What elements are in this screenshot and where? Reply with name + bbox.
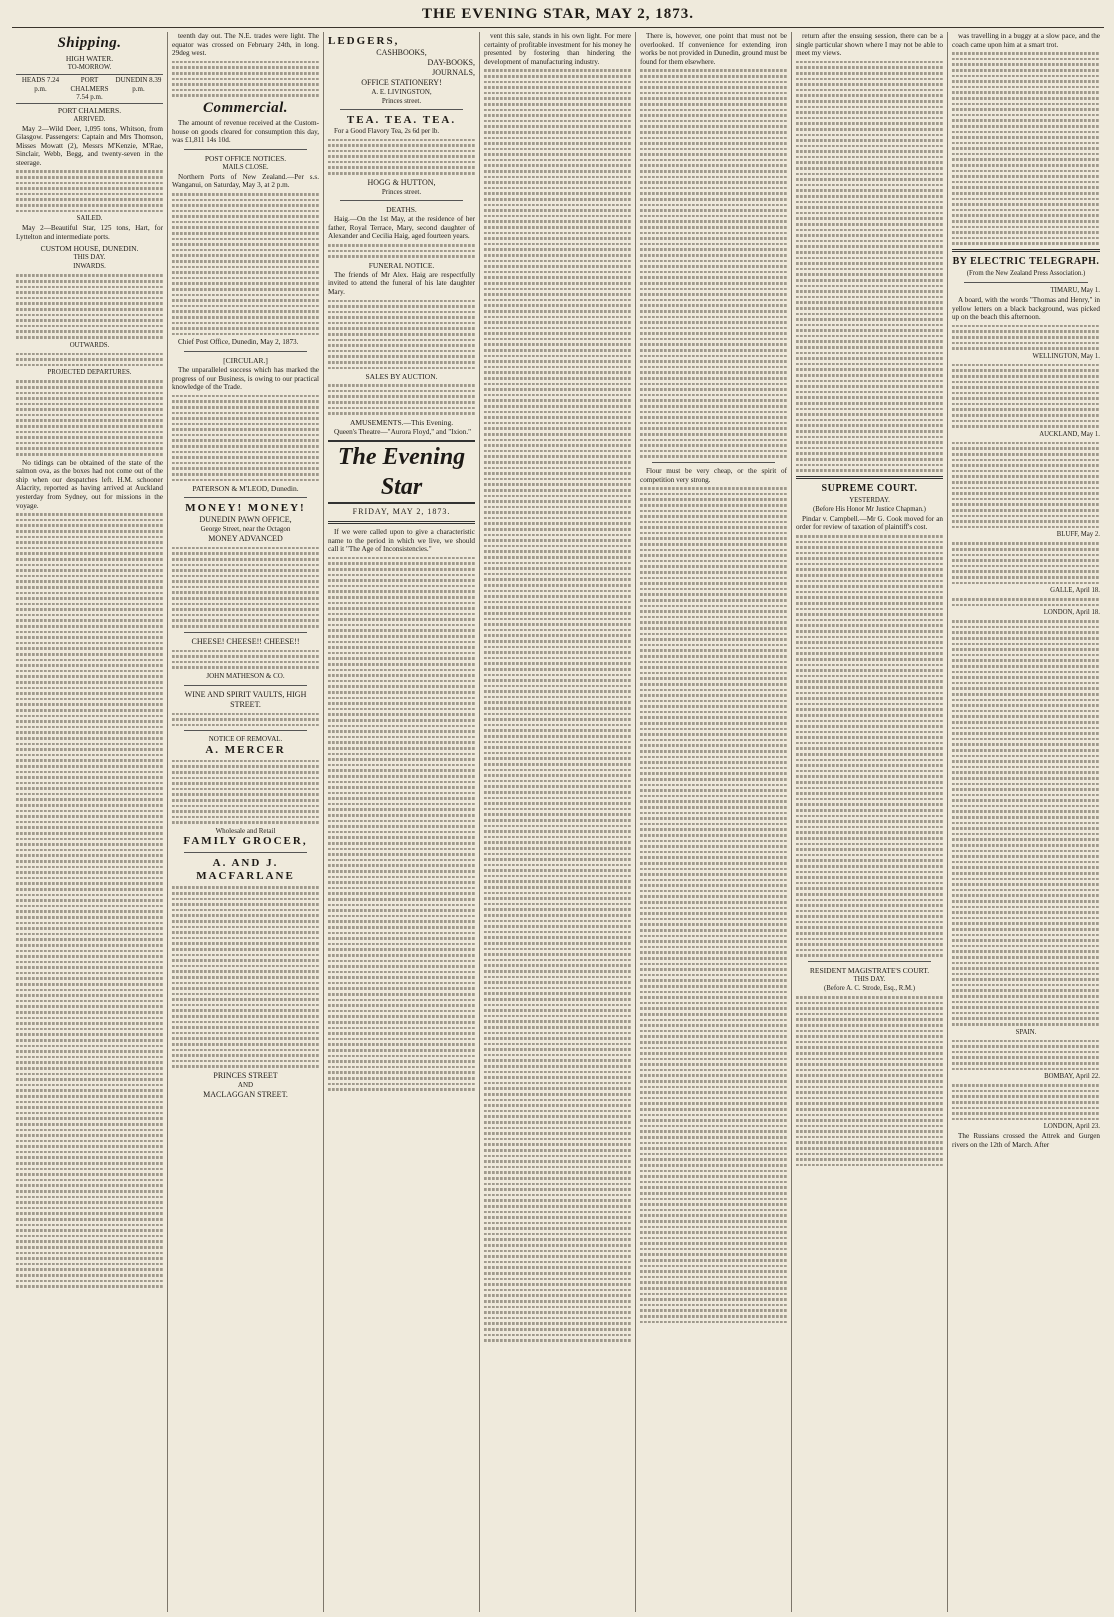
pawn-office-ad (172, 502, 319, 544)
commercial-text: The amount of revenue received at the Custom-house on goods cleared for consumption this day, was £1,811 14s 10d. (172, 118, 319, 145)
text-block (640, 487, 787, 1323)
text-block (16, 170, 163, 212)
text-block (952, 1084, 1100, 1120)
mercer-subtitle: Wholesale and Retail (215, 826, 276, 835)
tomorrow-label: TO-MORROW. (67, 64, 112, 71)
article-continued: was travelling in a buggy at a slow pace, and the coach came upon him at a smart trot. (952, 32, 1100, 49)
dateline-bluff: BLUFF, May 2. (1056, 531, 1100, 539)
text-block (172, 886, 319, 1068)
column-courts (792, 32, 948, 1612)
tide-dunedin: DUNEDIN 8.39 p.m. (115, 76, 162, 93)
article-text: There is, however, one point that must not be overlooked. If convenience for extending iron works be not provided in Dunedin, ground must be found for them elsewhere. (640, 32, 787, 66)
tea-title: TEA. TEA. TEA. (346, 114, 457, 126)
text-block (952, 52, 1100, 245)
text-block (640, 69, 787, 458)
supreme-court-heading: SUPREME COURT. (821, 482, 918, 494)
dateline-timaru: TIMARU, May 1. (1050, 286, 1100, 294)
tide-chalmers: PORT CHALMERS 7.54 p.m. (70, 76, 109, 101)
text-block (952, 442, 1100, 529)
text-block (172, 713, 319, 727)
divider (652, 462, 775, 463)
text-block (796, 996, 943, 1166)
text-block (172, 760, 319, 824)
divider (184, 632, 307, 633)
dateline-wellington: WELLINGTON, May 1. (1032, 352, 1100, 360)
text-block (328, 557, 475, 1091)
shipping-continued: teenth day out. The N.E. trades were light. The equator was crossed on February 24th, in long. 29deg west. (172, 32, 319, 58)
text-block (16, 513, 163, 1288)
family-grocer: FAMILY GROCER, (183, 835, 308, 848)
text-block (952, 620, 1100, 1025)
cheese-ad (172, 637, 319, 681)
tea-ad (328, 114, 475, 196)
text-block (328, 300, 475, 370)
text-block (172, 61, 319, 97)
office-stationery: OFFICE STATIONERY! (361, 78, 442, 87)
funeral-heading: FUNERAL NOTICE. (368, 260, 435, 270)
text-block (328, 139, 475, 175)
column-leader (324, 32, 480, 1612)
timaru-text: A board, with the words "Thomas and Henry," in yellow letters on a black background, was picked up on the beach this afternoon. (952, 295, 1100, 322)
arrived-text: May 2—Wild Deer, 1,095 tons, Whitson, from Glasgow. Passengers: Captain and Mrs Thomson, Misses Mowatt (2), Messrs M'Kenzie, M'Rae, Sinclair, Webb, Begg, and twenty-seven in the steerage. (16, 124, 163, 167)
dateline-galle: GALLE, April 18. (1050, 587, 1100, 595)
resident-magistrate-heading: RESIDENT MAGISTRATE'S COURT. (809, 966, 930, 976)
funeral-text: The friends of Mr Alex. Haig are respectfully invited to attend the funeral of his late daughter Mary. (328, 270, 475, 296)
journals: JOURNALS, (432, 68, 475, 77)
dateline-london-2: LONDON, April 23. (1043, 1123, 1100, 1131)
text-block (172, 395, 319, 482)
column-commercial (168, 32, 324, 1612)
masthead: THE EVENING STAR, MAY 2, 1873. (12, 6, 1104, 28)
leader-continued-text: vent this sale, stands in his own light. For mere certainty of profitable investment for his money he presented by fostering than hindering the development of manufacturing industry. (484, 32, 631, 66)
divider (796, 476, 943, 479)
final-text: The Russians crossed the Attrek and Gurgen rivers on the 12th of March. After (952, 1132, 1100, 1149)
text-block (796, 61, 943, 472)
text-block (952, 1040, 1100, 1071)
deaths-heading: DEATHS. (386, 205, 417, 215)
flour-note: Flour must be very cheap, or the spirit of competition very strong. (640, 466, 787, 484)
divider (328, 521, 475, 524)
article-continued: return after the ensuing session, there can be a single particular shown where I may not be able to meet my views. (796, 32, 943, 58)
columns (12, 32, 1104, 1612)
divider (808, 961, 931, 962)
divider (184, 351, 307, 352)
livingston-name: A. E. LIVINGSTON, (371, 88, 432, 96)
dateline-auckland: AUCKLAND, May 1. (1039, 430, 1100, 438)
issue-date: FRIDAY, MAY 2, 1873. (352, 507, 451, 517)
supreme-court-text: Pindar v. Campbell.—Mr G. Cook moved for an order for review of taxation of plaintiff's cost. (796, 514, 943, 532)
text-block (172, 650, 319, 669)
post-office-heading: POST OFFICE NOTICES. (204, 153, 287, 163)
divider (184, 730, 307, 731)
amusements-text: Queen's Theatre—"Aurora Floyd," and "Ixion." (334, 427, 472, 436)
text-block (172, 193, 319, 335)
tide-heads: HEADS 7.24 p.m. (21, 76, 60, 93)
text-block (328, 384, 475, 415)
daybooks: DAY-BOOKS, (427, 58, 475, 67)
post-office-text: Northern Ports of New Zealand.—Per s.s. Wanganui, on Saturday, May 3, at 2 p.m. (172, 172, 319, 190)
removal-ad (172, 735, 319, 848)
projected-label: PROJECTED DEPARTURES. (47, 369, 132, 377)
macfarlane-name: A. AND J. MACFARLANE (196, 857, 295, 883)
stationery-ad (328, 35, 475, 105)
livingston-address: Princes street. (381, 96, 422, 105)
amusements-heading: AMUSEMENTS.—This Evening. (349, 417, 454, 427)
divider (340, 109, 463, 110)
dateline-london: LONDON, April 18. (1043, 609, 1100, 617)
wine-vaults-title: WINE AND SPIRIT VAULTS, HIGH STREET. (184, 689, 307, 709)
outwards-label: OUTWARDS. (69, 341, 110, 349)
text-block (16, 353, 163, 367)
inwards-label: INWARDS. (73, 263, 106, 271)
port-heading: PORT CHALMERS. (57, 105, 122, 115)
column-shipping (12, 32, 168, 1612)
deaths-text: Haig.—On the 1st May, at the residence of her father, Royal Terrace, Mary, second daughter of Alexander and Cecilia Haig, aged fourteen years. (328, 215, 475, 241)
supreme-before: (Before His Honor Mr Justice Chapman.) (813, 505, 926, 513)
pawn-office-address: George Street, near the Octagon (200, 525, 291, 534)
money-advanced: MONEY ADVANCED (208, 533, 283, 543)
divider (964, 282, 1088, 283)
sailed-label: SAILED. (76, 215, 103, 223)
rm-day: THIS DAY. (853, 976, 886, 984)
text-block (952, 598, 1100, 606)
shipping-body: No tidings can be obtained of the state of the salmon ova, as the boxes had not come out of the ship when our despatches left. H.M. schooner Alacrity, reported as having arrived at Auckland yesterday from Sydney, out for missions in the voyage. (16, 458, 163, 510)
text-block (172, 547, 319, 628)
column-leader-continued (480, 32, 636, 1612)
text-block (16, 380, 163, 455)
auction-heading: SALES BY AUCTION. (365, 372, 438, 382)
telegraph-source: (From the New Zealand Press Association.) (966, 269, 1086, 277)
princes-street: PRINCES STREET (213, 1071, 278, 1080)
macfarlane-ad (172, 857, 319, 1099)
postmaster-signature: Chief Post Office, Dunedin, May 2, 1873. (178, 338, 299, 347)
tide-table (16, 74, 163, 104)
divider (184, 149, 307, 150)
money-title: MONEY! MONEY! (185, 502, 306, 515)
shipping-heading: Shipping. (57, 35, 122, 51)
hogg-hutton: HOGG & HUTTON, (367, 177, 436, 187)
sailed-text: May 2—Beautiful Star, 125 tons, Hart, for Lyttelton and intermediate ports. (16, 224, 163, 241)
circular-text: The unparalleled success which has marked the progress of our Business, is owing to our practical knowledge of the Trade. (172, 365, 319, 392)
cheese-title: CHEESE! CHEESE!! CHEESE!! (191, 636, 300, 646)
maclaggan-street: MACLAGGAN STREET. (203, 1089, 288, 1099)
customs-day: THIS DAY. (73, 254, 106, 262)
ledgers: LEDGERS, (328, 35, 400, 47)
tea-text: For a Good Flavory Tea, 2s 6d per lb. (334, 127, 440, 135)
divider (340, 200, 463, 201)
pawn-office-name: DUNEDIN PAWN OFFICE, (199, 515, 292, 525)
supreme-yesterday: YESTERDAY. (849, 496, 890, 504)
leader-text: If we were called upon to give a characteristic name to the period in which we live, we should call it "The Age of Inconsistencies." (328, 527, 475, 554)
circular-heading: [CIRCULAR.] (223, 355, 268, 365)
removal-heading: NOTICE OF REMOVAL. (208, 735, 283, 744)
column-articles (636, 32, 792, 1612)
matheson-signature: JOHN MATHESON & CO. (206, 672, 285, 680)
dateline-bombay: BOMBAY, April 22. (1044, 1073, 1100, 1081)
rm-before: (Before A. C. Strode, Esq., R.M.) (824, 985, 915, 993)
dateline-spain: SPAIN. (1015, 1028, 1037, 1036)
text-block (952, 364, 1100, 428)
arrived-label: ARRIVED. (73, 115, 106, 123)
divider (184, 852, 307, 853)
text-block (328, 244, 475, 258)
divider (184, 685, 307, 686)
divider (184, 497, 307, 498)
text-block (16, 274, 163, 338)
evening-star-flag: The Evening Star (328, 440, 475, 504)
text-block (952, 325, 1100, 350)
text-block (484, 69, 631, 1341)
cashbooks: CASHBOOKS, (376, 48, 427, 57)
mails-close-label: MAILS CLOSE. (222, 163, 269, 171)
telegraph-heading: BY ELECTRIC TELEGRAPH. (952, 255, 1100, 267)
high-water-heading: HIGH WATER. (65, 54, 114, 63)
column-telegraph (948, 32, 1104, 1612)
customs-heading: CUSTOM HOUSE, DUNEDIN. (40, 244, 139, 254)
divider (952, 249, 1100, 252)
and-label: AND (237, 1081, 254, 1089)
hogg-address: Princes street. (381, 187, 422, 196)
wine-vaults-ad (172, 690, 319, 727)
paterson-signature: PATERSON & M'LEOD, Dunedin. (192, 484, 299, 494)
commercial-heading: Commercial. (202, 99, 289, 116)
mercer-name: A. MERCER (205, 743, 286, 756)
text-block (796, 535, 943, 957)
text-block (952, 542, 1100, 584)
